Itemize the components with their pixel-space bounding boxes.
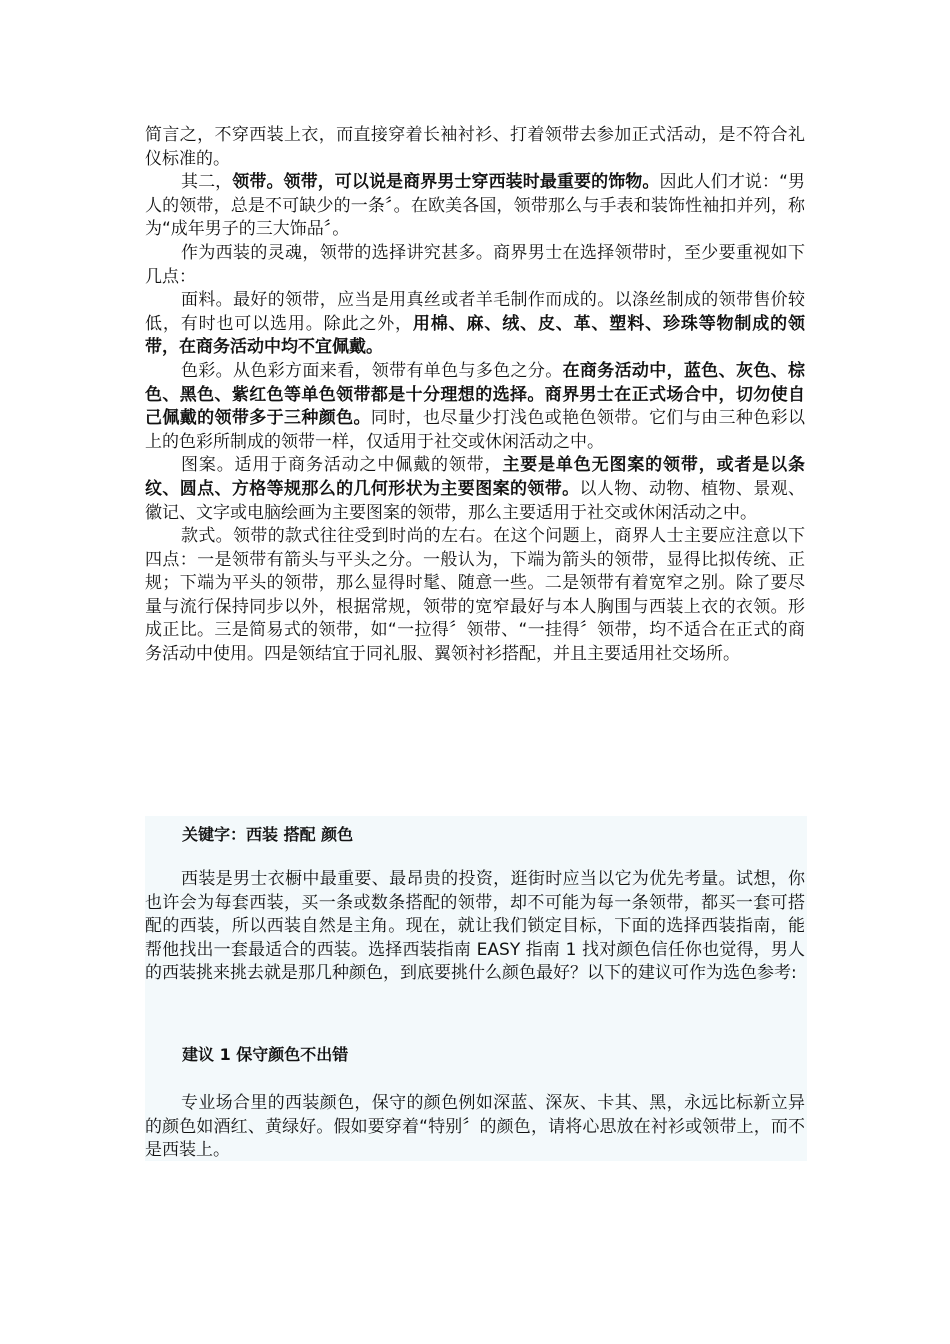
paragraph-pattern-emphasis: 主要是单色无图案的领带，或者是以条纹、圆点、方格等规那么的几何形状为主要图案的领带。: [145, 455, 806, 499]
paragraph-pattern-text: 图案。适用于商务活动之中佩戴的领带，: [181, 455, 503, 476]
paragraph-tie: [145, 171, 805, 242]
suggestion-paragraph: 专业场合里的西装颜色，保守的颜色例如深蓝、深灰、卡其、黑，永远比标新立异的颜色如酒红、黄绿好。假如要穿着“特别〞的颜色，请将心思放在衬衫或领带上，而不是西装上。: [145, 1093, 805, 1161]
paragraph-tie-rest: 因此人们才说：“男人的领带，总是不可缺少的一条〞。在欧美各国，领带那么与手表和装饰性袖扣并列，称为“成年男子的三大饰品〞。: [145, 172, 805, 240]
paragraph-tie-emphasis: 领带。领带，可以说是商界男士穿西装时最重要的饰物。: [232, 172, 660, 193]
paragraph-soul: 作为西装的灵魂，领带的选择讲究甚多。商界男士在选择领带时，至少要重视如下几点：: [145, 242, 805, 287]
paragraph-pattern: [145, 454, 805, 525]
paragraph-material-emphasis: 用棉、麻、绒、皮、革、塑料、珍珠等物制成的领带，在商务活动中均不宜佩戴。: [145, 313, 806, 358]
paragraph-pattern-rest: 以人物、动物、植物、景观、徽记、文字或电脑绘画为主要图案的领带，那么主要适用于社交或休闲活动之中。: [145, 478, 806, 523]
keyword-box: [145, 816, 807, 1161]
keywords-line: 关键字：西装 搭配 颜色: [182, 825, 354, 844]
paragraph-material: [145, 289, 805, 360]
paragraph-material-text: 面料。最好的领带，应当是用真丝或者羊毛制作而成的。以涤丝制成的领带售价较低，有时也可以选用。除此之外，: [145, 290, 805, 334]
paragraph-color: [145, 360, 805, 454]
paragraph-summary: 简言之，不穿西装上衣，而直接穿着长袖衬衫、打着领带去参加正式活动，是不符合礼仪标准的。: [145, 125, 805, 169]
paragraph-tie-lead: 其二，: [181, 172, 233, 193]
suit-intro-paragraph: 西装是男士衣橱中最重要、最昂贵的投资，逛街时应当以它为优先考量。试想，你也许会为每套西装，买一条或数条搭配的领带，却不可能为每一条领带，都买一套可搭配的西装，所以西装自然是主角。现在，就让我们锁定目标，下面的选择西装指南，能帮他找出一套最适合的西装。选择西装指南 EASY 指南 1 找对颜色信任你也觉得，男人的西装挑来挑去就是那几种颜色，到底要挑什么颜色最好？以下的建议可作为选色参考:: [145, 869, 805, 984]
paragraph-style: 款式。领带的款式往往受到时尚的左右。在这个问题上，商界人士主要应注意以下四点：一是领带有箭头与平头之分。一般认为，下端为箭头的领带，显得比拟传统、正规；下端为平头的领带，那么显得时髦、随意一些。二是领带有着宽窄之别。除了要尽量与流行保持同步以外，根据常规，领带的宽窄最好与本人胸围与西装上衣的衣领。形成正比。三是简易式的领带，如“一拉得〞领带、“一挂得〞领带，均不适合在正式的商务活动中使用。四是领结宜于同礼服、翼领衬衫搭配，并且主要适用社交场所。: [145, 526, 805, 665]
paragraph-color-emphasis: 在商务活动中，蓝色、灰色、棕色、黑色、紫红色等单色领带都是十分理想的选择。商界男士在正式场合中，切勿使自己佩戴的领带多于三种颜色。: [145, 360, 806, 429]
paragraph-color-text: 色彩。从色彩方面来看，领带有单色与多色之分。: [181, 360, 563, 381]
paragraph-color-rest: 同时，也尽量少打浅色或艳色领带。它们与由三种色彩以上的色彩所制成的领带一样，仅适用于社交或休闲活动之中。: [145, 408, 806, 452]
article-body: [145, 124, 805, 667]
suggestion-heading: 建议 1 保守颜色不出错: [182, 1045, 349, 1064]
